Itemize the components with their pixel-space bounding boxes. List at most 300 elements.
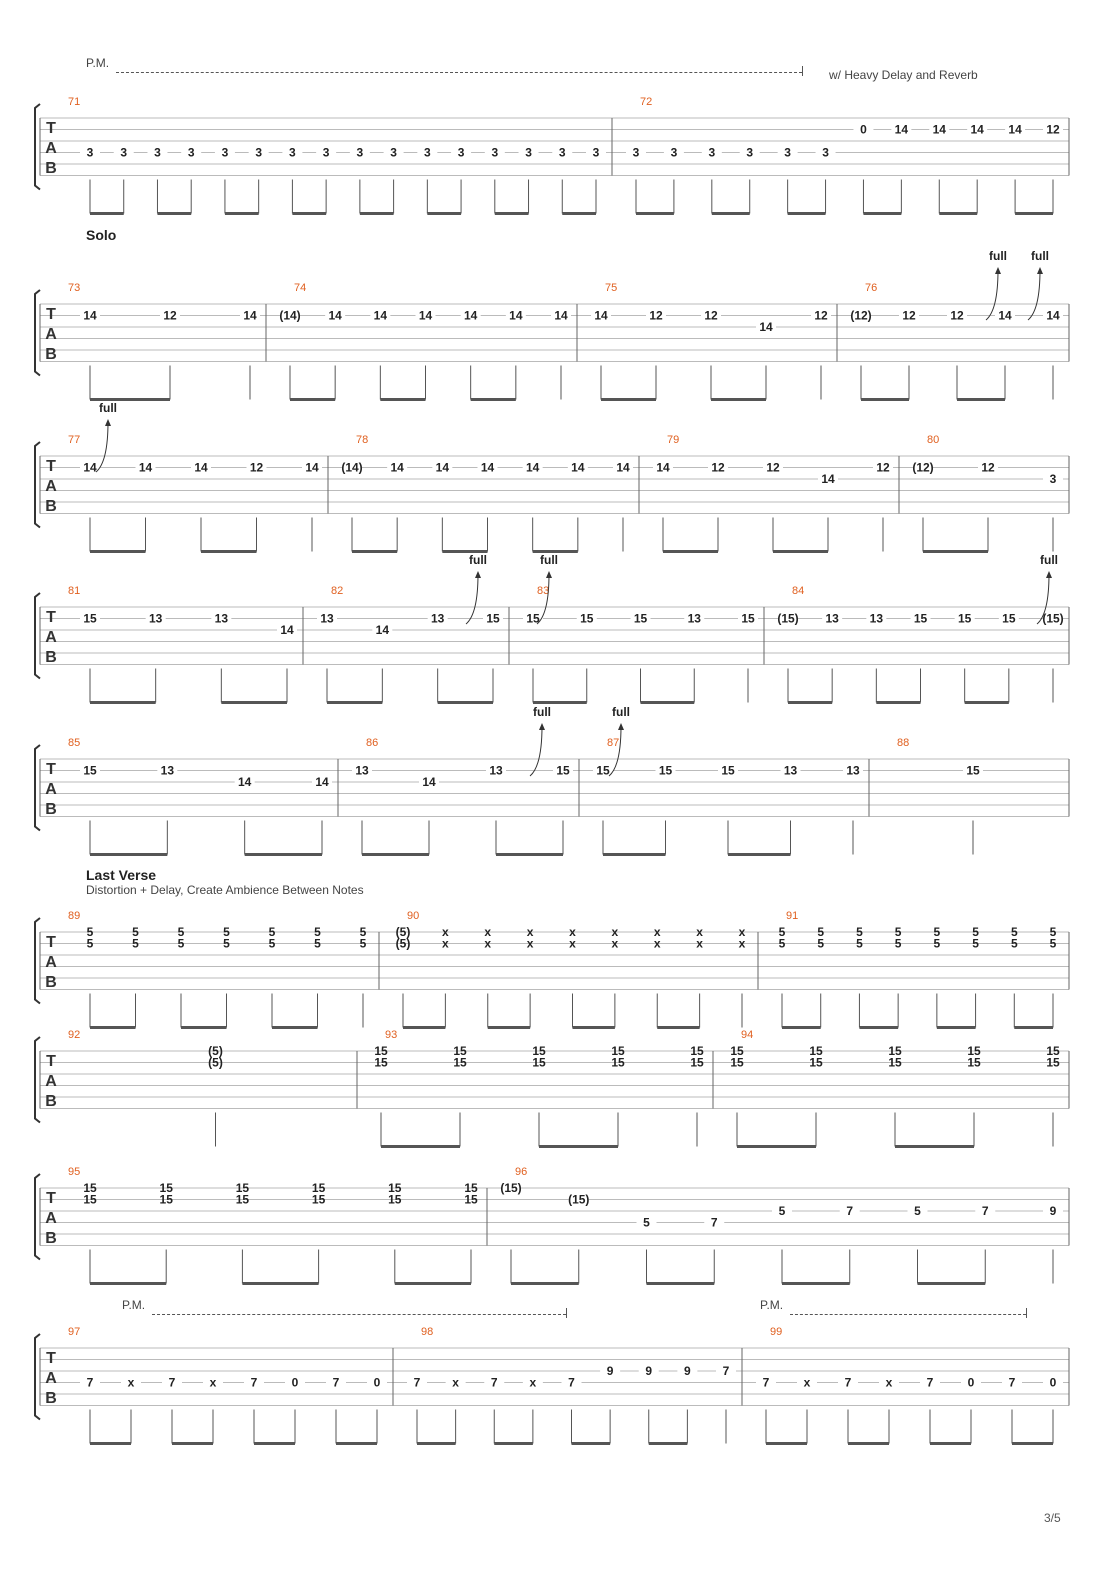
measure-number: 86 (366, 737, 379, 749)
fret-number: 14 (435, 460, 450, 475)
tab-clef-letter: A (45, 781, 57, 798)
tab-clef-letter: A (45, 954, 57, 971)
fret-number: 13 (355, 763, 369, 778)
fret-number: 15 (486, 611, 500, 626)
fret-number: 3 (558, 145, 566, 160)
bend-arrowhead (546, 571, 552, 578)
tab-clef-letter: B (45, 346, 57, 363)
fret-number: (5) (395, 925, 411, 939)
fret-number: 13 (214, 611, 229, 626)
fret-number: 14 (894, 122, 909, 137)
fret-number: 13 (869, 611, 884, 626)
fret-number: 3 (592, 145, 600, 160)
fret-number: 5 (223, 925, 230, 939)
fret-number: 5 (778, 1204, 786, 1218)
fret-number: 5 (1049, 925, 1057, 939)
fret-number: 5 (314, 936, 321, 951)
fret-number: 5 (972, 936, 979, 951)
fret-number: 15 (888, 1044, 902, 1058)
fret-number: 14 (390, 460, 404, 475)
fret-number: 7 (710, 1215, 718, 1230)
fret-number: 3 (822, 145, 829, 160)
measure-number: 85 (68, 737, 81, 749)
fret-number: 7 (250, 1375, 258, 1390)
fret-number: 14 (616, 460, 630, 475)
bend-label: full (99, 401, 117, 415)
fret-number: 14 (83, 308, 97, 323)
fret-number: 15 (159, 1181, 173, 1195)
fret-number: 9 (684, 1364, 691, 1378)
tab-clef-letter: B (45, 1390, 57, 1407)
fret-number: 15 (633, 611, 648, 626)
fret-number: 15 (809, 1055, 823, 1070)
fret-number: x (452, 1375, 459, 1390)
fret-number: 0 (967, 1375, 975, 1390)
fret-number: (5) (395, 936, 411, 951)
fret-number: 3 (632, 145, 640, 160)
tab-clef-letter: A (45, 140, 57, 157)
bend-arrow (466, 574, 478, 624)
fret-number: 5 (817, 936, 825, 951)
fret-number: 13 (148, 611, 163, 626)
fret-number: 14 (83, 460, 97, 475)
fret-number: x (696, 936, 703, 951)
fret-number: x (209, 1375, 217, 1390)
measure-number: 79 (667, 434, 680, 446)
fret-number: 14 (280, 623, 294, 637)
fret-number: 5 (1049, 936, 1057, 951)
measure-number: 82 (331, 585, 344, 597)
fret-number: 3 (289, 145, 296, 160)
fret-number: 12 (1046, 122, 1060, 137)
fret-number: 14 (970, 122, 984, 137)
tab-clef-letter: B (45, 1230, 57, 1247)
fret-number: 15 (556, 763, 570, 778)
fret-number: 5 (817, 925, 825, 939)
tab-clef-letter: B (45, 1093, 57, 1110)
fret-number: 7 (722, 1364, 730, 1378)
tab-clef-letter: B (45, 498, 57, 515)
fret-number: 14 (237, 775, 252, 789)
fret-number: x (738, 936, 746, 951)
bend-arrowhead (475, 571, 481, 578)
fret-number: 13 (825, 611, 839, 626)
fret-number: 3 (746, 145, 754, 160)
fret-number: 5 (314, 925, 321, 939)
section-solo: Solo (86, 227, 117, 243)
fret-number: 7 (568, 1375, 575, 1390)
fret-number: 15 (658, 763, 673, 778)
tab-clef-letter: A (45, 326, 57, 343)
fret-number: 13 (687, 611, 701, 626)
fret-number: 15 (730, 1055, 744, 1070)
fret-number: 15 (809, 1044, 823, 1058)
palm-mute-label: P.M. (86, 56, 110, 70)
fret-number: 3 (120, 145, 128, 160)
fret-number: x (529, 1375, 537, 1390)
fret-number: 9 (645, 1364, 653, 1378)
fret-number: 13 (846, 763, 860, 778)
section-last-verse: Last Verse (86, 867, 157, 883)
fret-number: (15) (568, 1192, 590, 1207)
fret-number: x (526, 925, 534, 939)
tab-clef-letter: B (45, 974, 57, 991)
fret-number: 5 (933, 925, 941, 939)
fret-number: 14 (375, 623, 390, 637)
fret-number: 5 (894, 936, 902, 951)
fret-number: x (696, 925, 703, 939)
fret-number: 15 (453, 1044, 467, 1058)
fret-number: 15 (311, 1192, 326, 1207)
system-bracket (35, 918, 40, 1004)
fret-number: 3 (423, 145, 431, 160)
fret-number: 5 (359, 936, 367, 951)
fret-number: 13 (320, 611, 334, 626)
tab-clef-letter: A (45, 478, 57, 495)
system-bracket (35, 593, 40, 679)
fret-number: x (442, 936, 449, 951)
fret-number: x (738, 925, 746, 939)
fret-number: 15 (957, 611, 972, 626)
fret-number: 12 (163, 308, 177, 323)
fret-number: 15 (388, 1181, 402, 1195)
fret-number: 15 (374, 1055, 388, 1070)
fret-number: 3 (457, 145, 465, 160)
tab-clef-letter: T (46, 1190, 56, 1207)
fret-number: 5 (914, 1204, 921, 1218)
fret-number: x (611, 936, 619, 951)
fret-number: 15 (966, 763, 980, 778)
fret-number: 14 (656, 460, 670, 475)
fret-number: 15 (388, 1192, 402, 1207)
bend-label: full (1040, 553, 1058, 567)
fret-number: 15 (83, 763, 97, 778)
fret-number: 15 (311, 1181, 326, 1195)
bend-arrowhead (1046, 571, 1052, 578)
bend-label: full (612, 705, 630, 719)
fret-number: 14 (998, 308, 1012, 323)
fret-number: 15 (596, 763, 610, 778)
fret-number: 15 (580, 611, 594, 626)
bend-label: full (540, 553, 558, 567)
fret-number: 3 (670, 145, 678, 160)
fret-number: 15 (453, 1055, 467, 1070)
fret-number: 7 (981, 1204, 989, 1218)
fret-number: 7 (332, 1375, 340, 1390)
fret-number: 0 (1049, 1375, 1057, 1390)
tab-clef-letter: T (46, 609, 56, 626)
bend-arrowhead (995, 267, 1001, 274)
fret-number: 14 (138, 460, 153, 475)
fret-number: 7 (846, 1204, 854, 1218)
bend-arrowhead (539, 723, 545, 730)
fret-number: 5 (778, 936, 786, 951)
fret-number: 12 (950, 308, 964, 323)
measure-number: 98 (421, 1326, 434, 1338)
fret-number: x (526, 936, 534, 951)
palm-mute-label-3: P.M. (760, 1298, 784, 1312)
tab-clef-letter: B (45, 160, 57, 177)
fret-number: (14) (341, 460, 363, 475)
measure-number: 94 (741, 1029, 754, 1041)
fret-number: 14 (594, 308, 608, 323)
fret-number: (15) (1042, 611, 1064, 626)
fret-number: 14 (759, 320, 773, 334)
measure-number: 80 (927, 434, 940, 446)
system-bracket (35, 1037, 40, 1123)
fret-number: 13 (489, 763, 503, 778)
fret-number: 5 (778, 925, 786, 939)
bend-label: full (533, 705, 551, 719)
fret-number: 5 (86, 936, 94, 951)
fret-number: 12 (814, 308, 828, 323)
fret-number: 5 (894, 925, 902, 939)
tab-clef-letter: T (46, 761, 56, 778)
measure-number: 75 (605, 282, 618, 294)
fret-number: 7 (762, 1375, 770, 1390)
fret-number: 14 (1046, 308, 1060, 323)
fret-number: 14 (509, 308, 523, 323)
bend-arrowhead (105, 419, 111, 426)
bend-arrowhead (618, 723, 624, 730)
fret-number: 13 (783, 763, 798, 778)
delay-note: w/ Heavy Delay and Reverb (829, 68, 978, 82)
measure-number: 71 (68, 96, 81, 108)
fret-number: 15 (464, 1192, 478, 1207)
fret-number: 3 (708, 145, 716, 160)
fret-number: 3 (86, 145, 94, 160)
fret-number: 14 (243, 308, 257, 323)
measure-number: 73 (68, 282, 81, 294)
tab-clef-letter: T (46, 1350, 56, 1367)
fret-number: 13 (430, 611, 445, 626)
tab-clef-letter: A (45, 1210, 57, 1227)
fret-number: 9 (1049, 1204, 1057, 1218)
fret-number: 14 (554, 308, 568, 323)
fret-number: 0 (373, 1375, 381, 1390)
fret-number: 14 (328, 308, 342, 323)
fret-number: x (885, 1375, 893, 1390)
fret-number: 15 (690, 1044, 704, 1058)
page-number: 3/5 (1044, 1511, 1061, 1525)
fret-number: 3 (154, 145, 161, 160)
tab-clef-letter: A (45, 1073, 57, 1090)
fret-number: 3 (390, 145, 397, 160)
fret-number: 3 (187, 145, 195, 160)
fret-number: 3 (1049, 472, 1057, 486)
fret-number: 0 (860, 122, 867, 137)
fret-number: 5 (132, 936, 139, 951)
fret-number: 15 (730, 1044, 744, 1058)
fret-number: (12) (850, 308, 872, 323)
fret-number: x (569, 936, 576, 951)
fret-number: 14 (571, 460, 585, 475)
fret-number: 14 (525, 460, 540, 475)
fret-number: 3 (255, 145, 263, 160)
fret-number: 15 (967, 1044, 981, 1058)
fret-number: (12) (912, 460, 934, 475)
fret-number: 15 (235, 1192, 250, 1207)
fret-number: 5 (856, 925, 863, 939)
fret-number: 5 (856, 936, 863, 951)
measure-number: 81 (68, 585, 81, 597)
tab-clef-letter: T (46, 1053, 56, 1070)
fret-number: 14 (305, 460, 319, 475)
fret-number: 12 (766, 460, 780, 475)
measure-number: 96 (515, 1166, 528, 1178)
fret-number: 9 (606, 1364, 614, 1378)
fret-number: x (484, 936, 492, 951)
fret-number: x (803, 1375, 811, 1390)
fret-number: 15 (741, 611, 755, 626)
fret-number: 15 (888, 1055, 902, 1070)
fret-number: 15 (159, 1192, 173, 1207)
fret-number: (15) (500, 1181, 522, 1195)
measure-number: 83 (537, 585, 550, 597)
tab-clef-letter: B (45, 801, 57, 818)
fret-number: x (484, 925, 492, 939)
fret-number: 14 (315, 775, 329, 789)
fret-number: x (127, 1375, 135, 1390)
bend-arrowhead (1037, 267, 1043, 274)
fret-number: 5 (268, 936, 276, 951)
fret-number: 12 (876, 460, 890, 475)
fret-number: 14 (422, 775, 436, 789)
fret-number: 12 (981, 460, 995, 475)
measure-number: 74 (294, 282, 307, 294)
fret-number: (5) (208, 1044, 223, 1058)
tab-clef-letter: B (45, 649, 57, 666)
fret-number: 15 (83, 1181, 97, 1195)
fret-number: 15 (235, 1181, 250, 1195)
measure-number: 93 (385, 1029, 398, 1041)
fret-number: (14) (279, 308, 301, 323)
last-verse-subtitle: Distortion + Delay, Create Ambience Between Notes (86, 883, 364, 897)
fret-number: x (442, 925, 449, 939)
fret-number: x (569, 925, 576, 939)
fret-number: 15 (1046, 1044, 1060, 1058)
fret-number: 14 (194, 460, 208, 475)
fret-number: 3 (356, 145, 364, 160)
tab-clef-letter: T (46, 120, 56, 137)
fret-number: 7 (490, 1375, 498, 1390)
fret-number: 5 (1010, 925, 1018, 939)
fret-number: 7 (413, 1375, 421, 1390)
fret-number: 5 (132, 925, 139, 939)
tab-clef-letter: T (46, 306, 56, 323)
fret-number: 12 (902, 308, 916, 323)
fret-number: 15 (532, 1055, 546, 1070)
measure-number: 84 (792, 585, 805, 597)
measure-number: 87 (607, 737, 620, 749)
bend-label: full (1031, 249, 1049, 263)
fret-number: 15 (83, 1192, 97, 1207)
bend-label: full (469, 553, 487, 567)
fret-number: 7 (86, 1375, 94, 1390)
fret-number: 5 (643, 1215, 650, 1230)
measure-number: 89 (68, 910, 81, 922)
fret-number: (5) (208, 1055, 223, 1070)
measure-number: 92 (68, 1029, 81, 1041)
fret-number: 15 (532, 1044, 546, 1058)
fret-number: 15 (464, 1181, 478, 1195)
fret-number: 5 (359, 925, 367, 939)
fret-number: 15 (967, 1055, 981, 1070)
fret-number: 15 (1002, 611, 1016, 626)
tab-clef-letter: A (45, 629, 57, 646)
fret-number: 12 (249, 460, 264, 475)
fret-number: 15 (611, 1055, 625, 1070)
fret-number: 5 (177, 925, 185, 939)
measure-number: 77 (68, 434, 81, 446)
bend-arrow (1028, 270, 1040, 320)
measure-number: 97 (68, 1326, 81, 1338)
tab-clef-letter: T (46, 934, 56, 951)
measure-number: 78 (356, 434, 369, 446)
system-bracket (35, 290, 40, 376)
system-bracket (35, 745, 40, 831)
fret-number: 5 (177, 936, 185, 951)
fret-number: 14 (373, 308, 388, 323)
palm-mute-label-2: P.M. (122, 1298, 146, 1312)
tab-clef-letter: A (45, 1370, 57, 1387)
fret-number: 14 (1008, 122, 1022, 137)
fret-number: 3 (221, 145, 229, 160)
fret-number: 0 (291, 1375, 299, 1390)
fret-number: (15) (777, 611, 799, 626)
system-bracket (35, 442, 40, 528)
fret-number: 15 (526, 611, 540, 626)
fret-number: 7 (1008, 1375, 1016, 1390)
fret-number: 5 (1010, 936, 1018, 951)
measure-number: 95 (68, 1166, 81, 1178)
fret-number: 14 (821, 472, 835, 486)
system-bracket (35, 1334, 40, 1420)
fret-number: 15 (913, 611, 928, 626)
fret-number: x (611, 925, 619, 939)
fret-number: 12 (711, 460, 725, 475)
fret-number: 14 (418, 308, 433, 323)
fret-number: 3 (491, 145, 499, 160)
measure-number: 99 (770, 1326, 783, 1338)
fret-number: 14 (932, 122, 946, 137)
measure-number: 76 (865, 282, 878, 294)
fret-number: 7 (168, 1375, 176, 1390)
tab-clef-letter: T (46, 458, 56, 475)
fret-number: 7 (844, 1375, 852, 1390)
fret-number: 5 (86, 925, 94, 939)
measure-number: 72 (640, 96, 653, 108)
fret-number: 13 (160, 763, 175, 778)
fret-number: 5 (223, 936, 230, 951)
fret-number: 15 (83, 611, 97, 626)
fret-number: 5 (933, 936, 941, 951)
fret-number: 14 (463, 308, 478, 323)
fret-number: x (653, 936, 661, 951)
measure-number: 88 (897, 737, 910, 749)
fret-number: 3 (784, 145, 791, 160)
fret-number: 12 (704, 308, 718, 323)
fret-number: 7 (926, 1375, 934, 1390)
fret-number: 15 (611, 1044, 625, 1058)
bend-label: full (989, 249, 1007, 263)
system-bracket (35, 104, 40, 190)
fret-number: x (653, 925, 661, 939)
fret-number: 3 (322, 145, 330, 160)
fret-number: 15 (374, 1044, 388, 1058)
fret-number: 3 (525, 145, 532, 160)
measure-number: 91 (786, 910, 799, 922)
